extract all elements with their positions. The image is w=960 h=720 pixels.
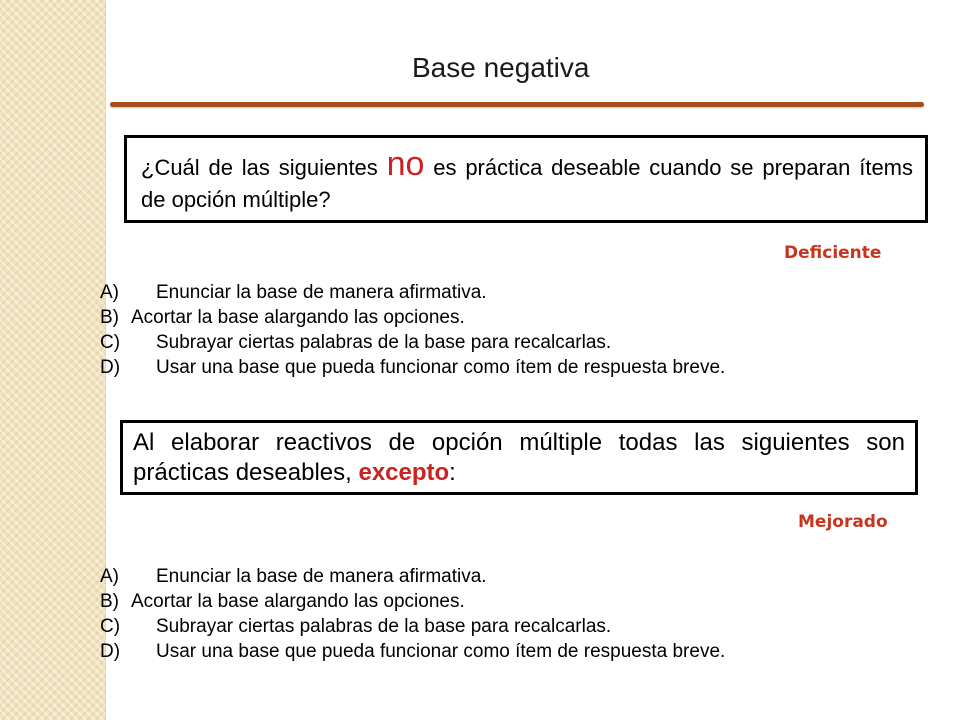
question-suffix: es práctica deseable cuando se preparan ítems de opción múltiple?	[141, 155, 914, 212]
verdict-label-deficient: Deficiente	[784, 243, 882, 263]
slide-title: Base negativa	[412, 52, 590, 83]
option-letter: B)	[100, 591, 119, 612]
option-item	[100, 564, 725, 589]
option-letter: B)	[100, 307, 119, 328]
option-item	[100, 355, 725, 380]
option-text: Acortar la base alargando las opciones.	[131, 307, 465, 328]
options-list-deficient	[100, 280, 725, 380]
question-emphasis-no: no	[386, 145, 425, 183]
option-letter: A)	[100, 282, 119, 303]
option-text: Subrayar ciertas palabras de la base para recalcarlas.	[156, 616, 612, 637]
question-text	[141, 145, 914, 216]
option-item	[100, 280, 725, 305]
option-text: Usar una base que pueda funcionar como ítem de respuesta breve.	[156, 641, 726, 662]
question-box-deficient	[124, 135, 928, 223]
option-letter: A)	[100, 566, 119, 587]
option-letter: D)	[100, 357, 121, 378]
option-text: Subrayar ciertas palabras de la base para recalcarlas.	[156, 332, 612, 353]
question-prefix: ¿Cuál de las siguientes	[141, 155, 387, 180]
question-text	[133, 428, 905, 488]
option-letter: C)	[100, 616, 121, 637]
decorative-side-strip	[0, 0, 106, 720]
option-text: Acortar la base alargando las opciones.	[131, 591, 465, 612]
option-item	[100, 614, 725, 639]
option-text: Enunciar la base de manera afirmativa.	[156, 282, 487, 303]
option-text: Enunciar la base de manera afirmativa.	[156, 566, 487, 587]
question-emphasis-excepto: excepto	[358, 459, 450, 486]
option-letter: C)	[100, 332, 121, 353]
option-item	[100, 589, 725, 614]
option-item	[100, 305, 725, 330]
title-divider	[110, 102, 924, 107]
option-item	[100, 330, 725, 355]
option-item	[100, 639, 725, 664]
verdict-label-improved: Mejorado	[798, 512, 888, 532]
option-text: Usar una base que pueda funcionar como ítem de respuesta breve.	[156, 357, 726, 378]
options-list-improved	[100, 564, 725, 664]
question-prefix: Al elaborar reactivos de opción múltiple todas las siguientes son prácticas deseables,	[133, 429, 905, 486]
option-letter: D)	[100, 641, 121, 662]
question-box-improved	[120, 420, 918, 495]
question-suffix: :	[449, 459, 456, 486]
